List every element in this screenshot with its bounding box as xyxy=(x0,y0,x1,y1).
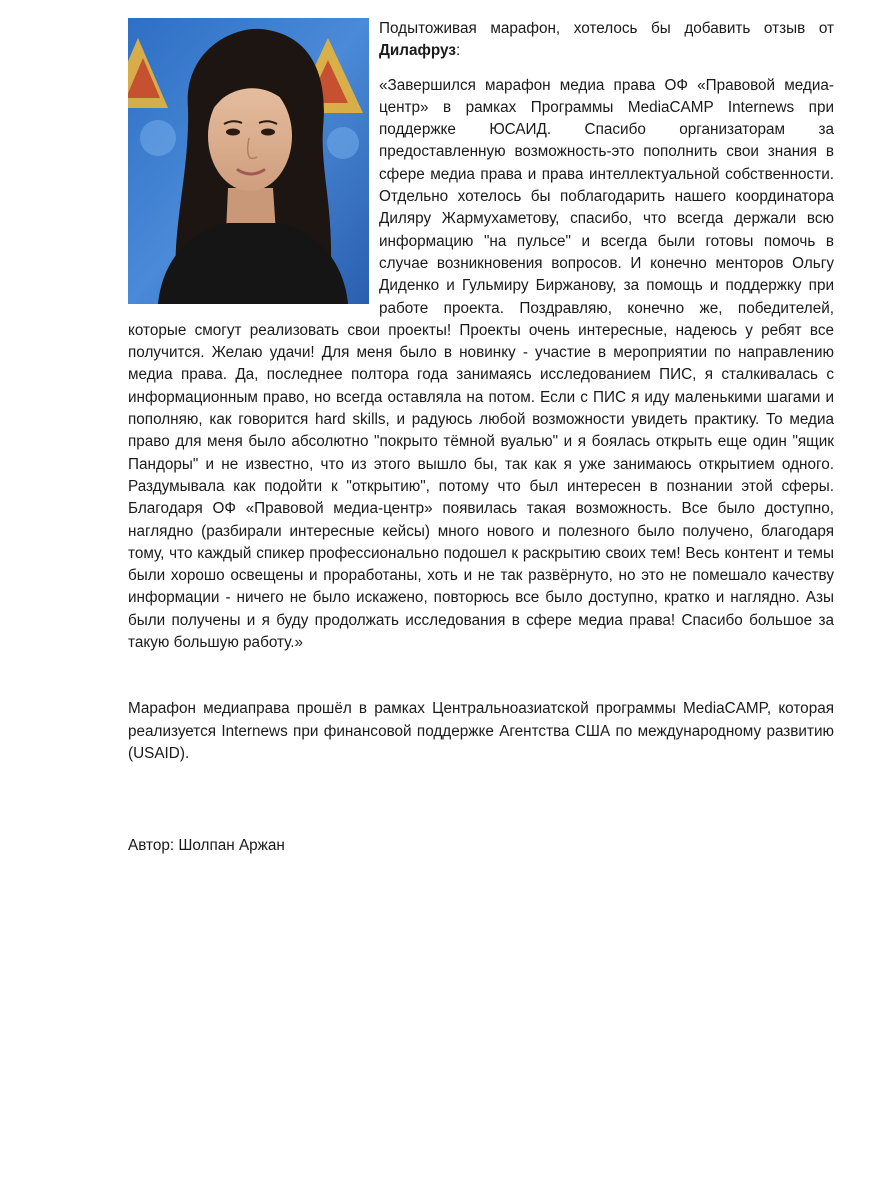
portrait-photo xyxy=(128,18,369,304)
article-body xyxy=(128,18,834,858)
author-line: Автор: Шолпан Аржан xyxy=(128,837,285,855)
program-note: Марафон медиаправа прошёл в рамках Центральноазиатской программы MediaCAMP, которая реализуется Internews при финансовой поддержке Агентства США по международному развитию (USAID). xyxy=(128,700,834,762)
intro-prefix: Подытоживая марафон, хотелось бы добавить отзыв от xyxy=(379,20,834,37)
review-quote: «Завершился марафон медиа права ОФ «Правовой медиа-центр» в рамках Программы MediaCAMP Internews при поддержке ЮСАИД. Спасибо организаторам за предоставленную возможность-это пополнить свои знания в сфере медиа права и права интеллектуальной собственности. Отдельно хотелось бы поблагодарить нашего координатора Диляру Жармухаметову, спасибо, что всегда держали всю информацию "на пульсе" и всегда были готовы помочь в случае возникновения вопросов. И конечно менторов Ольгу Диденко и Гульмиру Биржанову, за помощь и поддержку при работе проекта. Поздравляю, конечно же, победителей, которые смогут реализовать свои проекты! Проекты очень интересные, надеюсь у ребят все получится. Желаю удачи! Для меня было в новинку - участие в мероприятии по направлению медиа права. Да, последнее полтора года занимаясь исследованием ПИС, я сталкивалась с информационным право, но всегда оставляла на потом. Если с ПИС я иду маленькими шагами и пополняю, как говорится hard skills, и радуюсь любой возможности увидеть практику. То медиа право для меня было абсолютно "покрыто тёмной вуалью" и я боялась открыть еще один "ящик Пандоры" и не известно, что из этого вышло бы, так как я уже занимаюсь открытием одного. Раздумывала как подойти к "открытию", потому что был интересен в познании этой сферы. Благодаря ОФ «Правовой медиа-центр» появилась такая возможность. Все было доступно, наглядно (разбирали интересные кейсы) много нового и полезного было получено, благодаря тому, что каждый спикер профессионально подошел к раскрытию своих тем! Весь контент и темы были хорошо освещены и проработаны, хоть и не так развёрнуто, но это не помешало качеству информации - ничего не было искажено, повторюсь все было доступно, кратко и наглядно. Азы были получены и я буду продолжать исследования в сфере медиа права! Спасибо большое за такую большую работу.» xyxy=(128,76,834,652)
reviewer-name: Дилафруз xyxy=(379,42,456,60)
intro-suffix: : xyxy=(455,42,461,60)
